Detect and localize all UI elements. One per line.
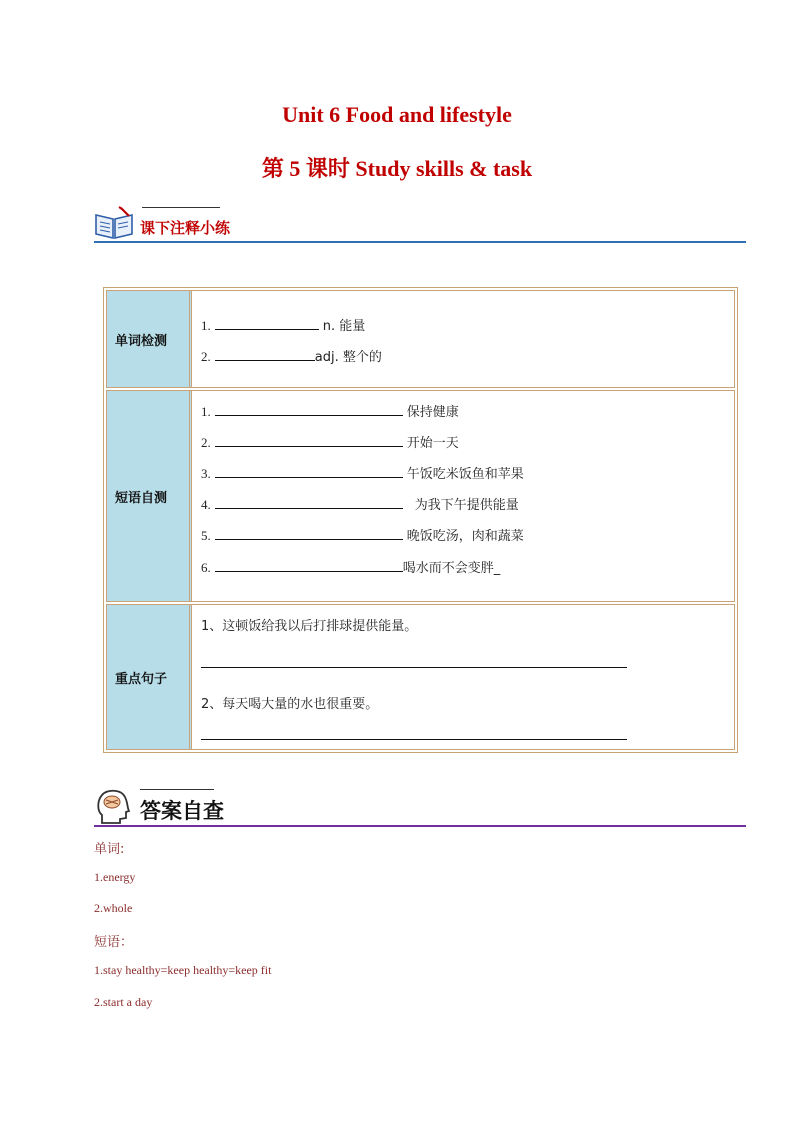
book-icon (94, 205, 134, 241)
phrase-item: 3. 午饭吃米饭鱼和苹果 (201, 466, 524, 482)
answer-item: 1.stay healthy=keep healthy=keep fit (94, 963, 272, 977)
unit-title: Unit 6 Food and lifestyle (282, 102, 512, 127)
section-divider (94, 241, 746, 243)
phrase-item: 6. 喝水而不会变胖_ (201, 560, 501, 576)
phrase-item: 4. 为我下午提供能量 (201, 497, 519, 513)
phrase-item: 5. 晚饭吃汤，肉和蔬菜 (201, 528, 524, 544)
answer-blank[interactable] (215, 465, 403, 478)
answer-blank[interactable] (215, 434, 403, 447)
vocab-row (106, 290, 735, 388)
sentence-prompt: 1、这顿饭给我以后打排球提供能量。 (201, 619, 418, 634)
answer-blank[interactable] (215, 348, 315, 361)
vocab-answer-label: 单词: (94, 842, 125, 857)
answer-item: 2.whole (94, 901, 133, 915)
answers-section-label: 答案自查 (140, 799, 224, 823)
answer-blank[interactable] (215, 559, 403, 572)
sentence-header: 重点句子 (107, 605, 192, 749)
sentence-row (106, 604, 735, 750)
answer-line[interactable] (201, 739, 627, 740)
phrase-row (106, 390, 735, 602)
sentence-prompt: 2、每天喝大量的水也很重要。 (201, 697, 379, 712)
drill-table (103, 287, 738, 753)
lesson-title: 第 5 课时 Study skills & task (261, 156, 533, 181)
answer-line[interactable] (201, 667, 627, 668)
answer-item: 2.start a day (94, 995, 153, 1009)
phrase-header: 短语自测 (107, 391, 192, 601)
phrase-item: 2. 开始一天 (201, 435, 459, 451)
decorative-rule (140, 789, 214, 790)
vocab-item: 1. n. 能量 (201, 318, 366, 334)
decorative-rule (142, 207, 220, 208)
answer-blank[interactable] (215, 317, 319, 330)
thinking-head-icon (94, 787, 134, 827)
vocab-header: 单词检测 (107, 291, 192, 387)
vocab-item: 2. adj. 整个的 (201, 349, 382, 365)
phrase-item: 1. 保持健康 (201, 404, 459, 420)
answer-blank[interactable] (215, 496, 403, 509)
section-divider (94, 825, 746, 827)
answers-section-header (94, 787, 746, 827)
practice-section-header (94, 205, 746, 245)
answer-item: 1.energy (94, 870, 136, 884)
phrase-answer-label: 短语： (94, 935, 134, 950)
answer-blank[interactable] (215, 527, 403, 540)
answer-blank[interactable] (215, 403, 403, 416)
practice-section-label: 课下注释小练 (140, 219, 231, 237)
